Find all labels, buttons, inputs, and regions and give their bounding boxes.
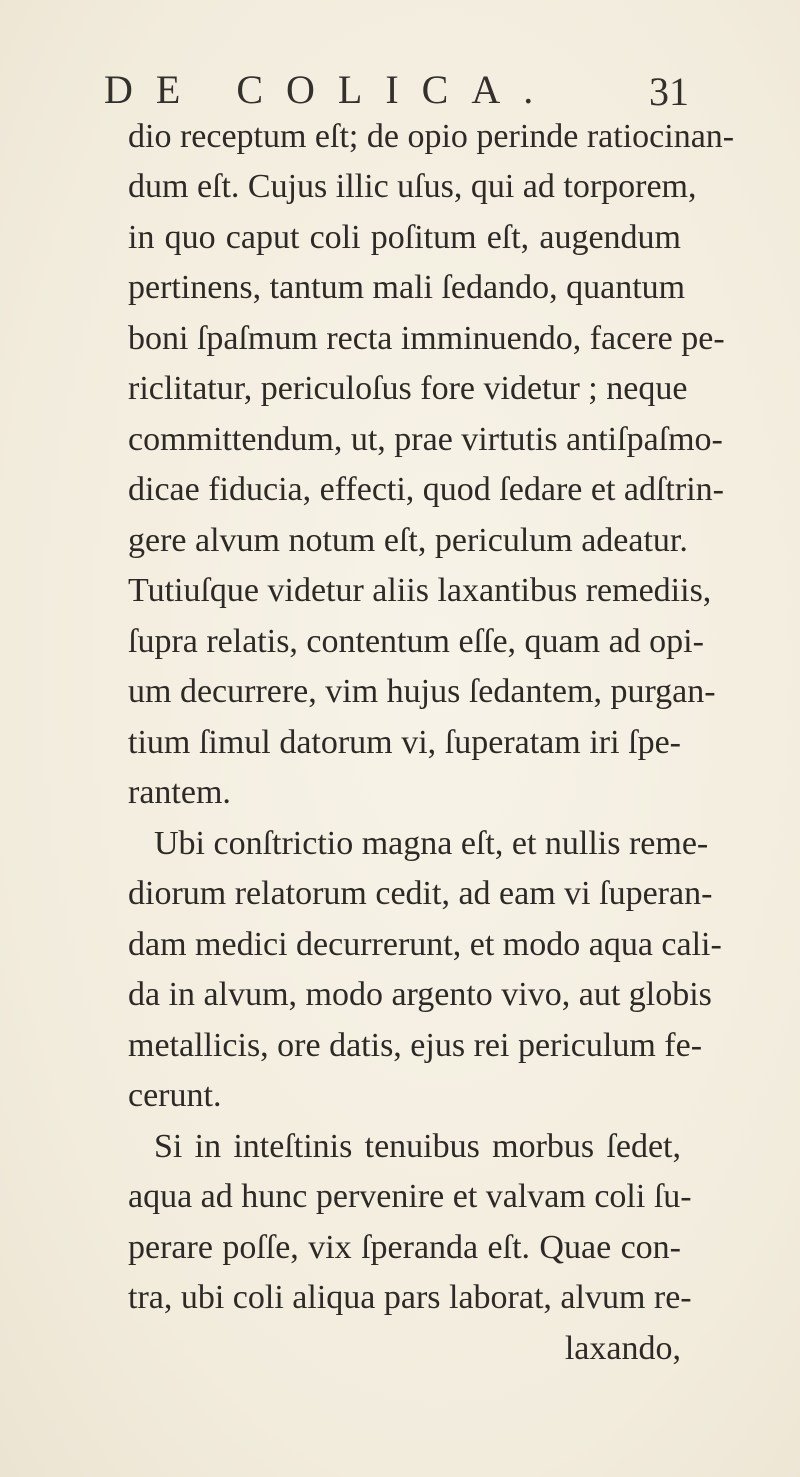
- text-line: dicae fiducia, effecti, quod ſedare et adſtrin-: [128, 471, 724, 508]
- text-line: Si in inteſtinis tenuibus morbus ſedet,: [154, 1128, 681, 1165]
- text-line: metallicis, ore datis, ejus rei periculum fe-: [128, 1027, 703, 1064]
- text-line: cerunt.: [128, 1077, 222, 1114]
- text-line: dum eſt. Cujus illic uſus, qui ad torporem,: [128, 168, 697, 205]
- page-number: 31: [649, 69, 689, 114]
- text-line: Ubi conſtrictio magna eſt, et nullis reme-: [154, 825, 709, 862]
- text-line: dio receptum eſt; de opio perinde ratiocinan-: [128, 118, 735, 155]
- text-line: gere alvum notum eſt, periculum adeatur.: [128, 522, 688, 559]
- text-line: tra, ubi coli aliqua pars laborat, alvum re-: [128, 1279, 692, 1316]
- text-line: riclitatur, periculoſus fore videtur ; neque: [128, 370, 688, 407]
- text-line: tium ſimul datorum vi, ſuperatam iri ſpe-: [128, 724, 681, 761]
- catchword: laxando,: [564, 1330, 681, 1367]
- text-line: dam medici decurrerunt, et modo aqua cali-: [128, 926, 722, 963]
- text-line: Tutiuſque videtur aliis laxantibus remediis,: [128, 572, 712, 609]
- text-line: committendum, ut, prae virtutis antiſpaſmo-: [128, 421, 723, 458]
- text-line: in quo caput coli poſitum eſt, augendum: [128, 219, 681, 256]
- text-line: diorum relatorum cedit, ad eam vi ſuperan-: [128, 875, 713, 912]
- text-line: ſupra relatis, contentum eſſe, quam ad opi-: [128, 623, 704, 660]
- text-line: rantem.: [128, 774, 231, 811]
- running-head: [104, 66, 704, 116]
- text-line: boni ſpaſmum recta imminuendo, facere pe-: [128, 320, 725, 357]
- text-line: perare poſſe, vix ſperanda eſt. Quae con-: [128, 1229, 681, 1266]
- text-line: aqua ad hunc pervenire et valvam coli ſu-: [128, 1178, 692, 1215]
- running-title: DE COLICA.: [104, 67, 557, 112]
- text-line: da in alvum, modo argento vivo, aut globis: [128, 976, 712, 1013]
- text-line: um decurrere, vim hujus ſedantem, purgan-: [128, 673, 716, 710]
- text-line: pertinens, tantum mali ſedando, quantum: [128, 269, 686, 306]
